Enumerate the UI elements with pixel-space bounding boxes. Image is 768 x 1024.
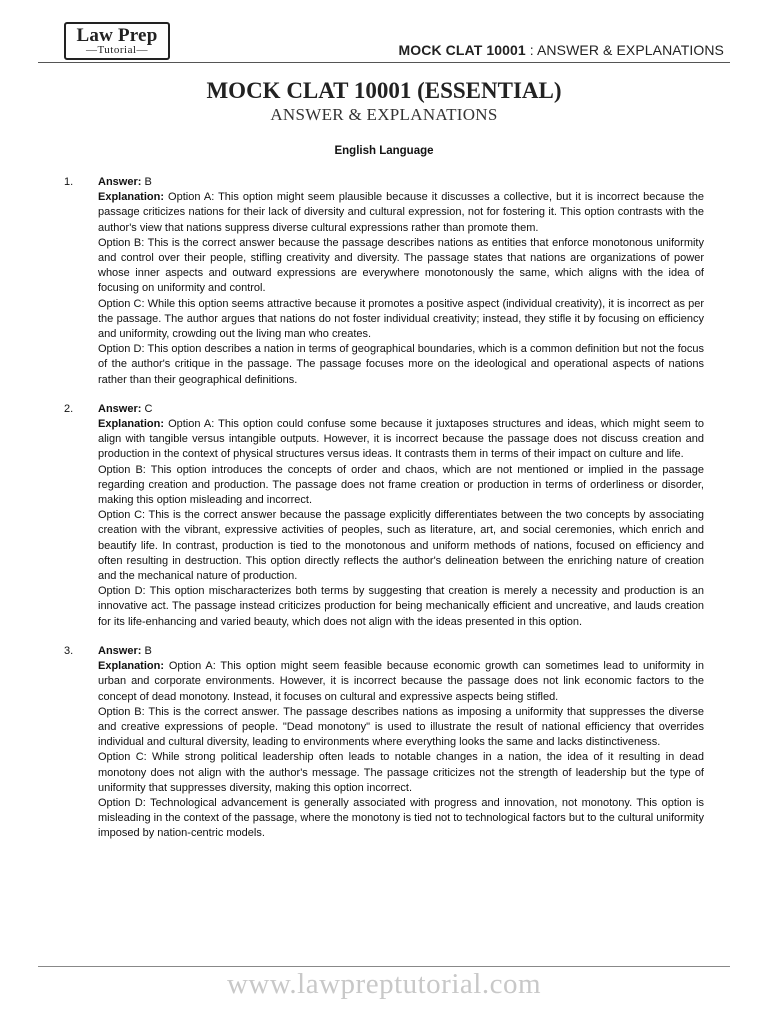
footer-divider (38, 966, 730, 967)
running-header (399, 42, 724, 58)
question-body (98, 644, 704, 842)
option-paragraph: Option C: This is the correct answer because the passage explicitly differentiates between the two concepts by associating creation with the vibrant, expressive activities of peoples, such as literature, art, and social ceremonies, which enrich and beautify life. In contrast, production is tied to the monotonous and uniform methods of nations, focused on efficiency and often resulting in destruction. This option directly reflects the author's delineation between the enriching nature of creation and the mechanical nature of production. (98, 509, 704, 583)
answer-label: Answer: (98, 644, 142, 657)
logo-bottom-text: —Tutorial— (85, 44, 149, 56)
logo-top-text: Law Prep (76, 25, 158, 46)
option-paragraph: Option D: This option mischaracterizes both terms by suggesting that creation is merely a necessity and production is an innovative act. The passage instead criticizes production for being mechanically efficient and uncreative, and lauds creation for its life-enhancing and varied beauty, which does not align with the ideas presented in this option. (98, 585, 704, 628)
answer-line (98, 644, 704, 659)
answer-label: Answer: (98, 402, 142, 415)
footer-website-url[interactable]: www.lawpreptutorial.com (226, 968, 542, 1000)
answer-value: C (144, 402, 153, 415)
question-item (64, 644, 704, 842)
answer-line (98, 402, 704, 417)
running-header-bold: MOCK CLAT 10001 (398, 42, 526, 58)
option-paragraph: Option B: This is the correct answer. The passage describes nations as imposing a uniformity that suppresses the diverse and creative expressions of people. "Dead monotony" is used to illustrate the result of national efficiency that overrides individual and cultural diversity, leading to environments where everything looks the same and lacks distinctiveness. (98, 705, 704, 749)
question-body (98, 402, 704, 630)
question-item (64, 175, 704, 388)
question-number: 3. (64, 644, 74, 657)
document-title: MOCK CLAT 10001 (ESSENTIAL) (206, 78, 562, 103)
answer-list (64, 175, 704, 856)
header-divider (38, 62, 730, 63)
answer-label: Answer: (98, 176, 142, 188)
answer-line (98, 175, 704, 190)
question-item (64, 402, 704, 630)
option-paragraph: Option B: This option introduces the concepts of order and chaos, which are not mentioned or implied in the passage regarding creation and production. The passage does not frame creation or production in terms of orderliness or disorder, making this option misleading and incorrect. (98, 463, 704, 507)
question-number: 1. (64, 176, 74, 188)
question-number: 2. (64, 402, 74, 415)
question-body (98, 175, 704, 388)
section-heading: English Language (334, 145, 434, 157)
option-paragraph: Option C: While this option seems attractive because it promotes a positive aspect (individual creativity), it is incorrect as per the passage. The author argues that nations do not foster individual creativity; instead, they stifle it by focusing on efficiency and uniformity, crowding out the living man who creates. (98, 297, 704, 341)
explanation-label: Explanation: (98, 660, 165, 673)
law-prep-tutorial-logo (64, 22, 170, 60)
explanation-paragraph: Explanation: Option A: This option might seem plausible because it discusses a collective, but it is incorrect because the passage criticizes nations for their lack of diversity and cultural expression, not for fostering it. This option contrasts with the author's view that nations suppress diverse cultural expressions rather than promote them. (98, 191, 704, 234)
option-paragraph: Option D: Technological advancement is generally associated with progress and innovation, not monotony. This option is misleading in the context of the passage, where the monotony is tied not to technological factors but to the cultural uniformity imposed by nation-centric models. (98, 796, 704, 840)
option-paragraph: Option D: This option describes a nation in terms of geographical boundaries, which is a common definition but not the focus of the author's critique in the passage. The passage focuses more on the ideological and operational aspects of nations rather than their geographical definitions. (98, 343, 704, 386)
explanation-label: Explanation: (98, 191, 165, 204)
running-header-rest: : ANSWER & EXPLANATIONS (525, 42, 724, 58)
explanation-paragraph: Explanation: Option A: This option could confuse some because it juxtaposes structures and ideas, which might seem to align with tangible versus intangible outputs. However, it is incorrect because the passage does not discuss creation and production in the context of physical structures versus ideas. It contrasts them in terms of their impact on culture and life. (98, 418, 704, 461)
document-subtitle: ANSWER & EXPLANATIONS (270, 105, 498, 124)
explanation-paragraph: Explanation: Option A: This option might seem feasible because economic growth can sometimes lead to uniformity in urban and corporate environments. However, it is incorrect because the passage does not link economic factors to the concept of dead monotony. Instead, it focuses on cultural and expressive aspects being stifled. (98, 660, 704, 703)
answer-value: B (144, 176, 152, 188)
option-paragraph: Option B: This is the correct answer because the passage describes nations as entities that enforce monotonous uniformity and control over their people, stifling creativity and diversity. The passage states that nations are organizations of power whose inner aspects and outward expressions are everywhere monotonously the same, which aligns with the idea of focusing on uniformity and control. (98, 236, 704, 295)
explanation-label: Explanation: (98, 418, 165, 431)
option-paragraph: Option C: While strong political leadership often leads to notable changes in a nation, the idea of it resulting in dead monotony does not align with the author's message. The passage criticizes not the strength of leadership but the type of uniformity that suppresses diversity, making this option incorrect. (98, 751, 704, 794)
answer-value: B (144, 644, 152, 657)
